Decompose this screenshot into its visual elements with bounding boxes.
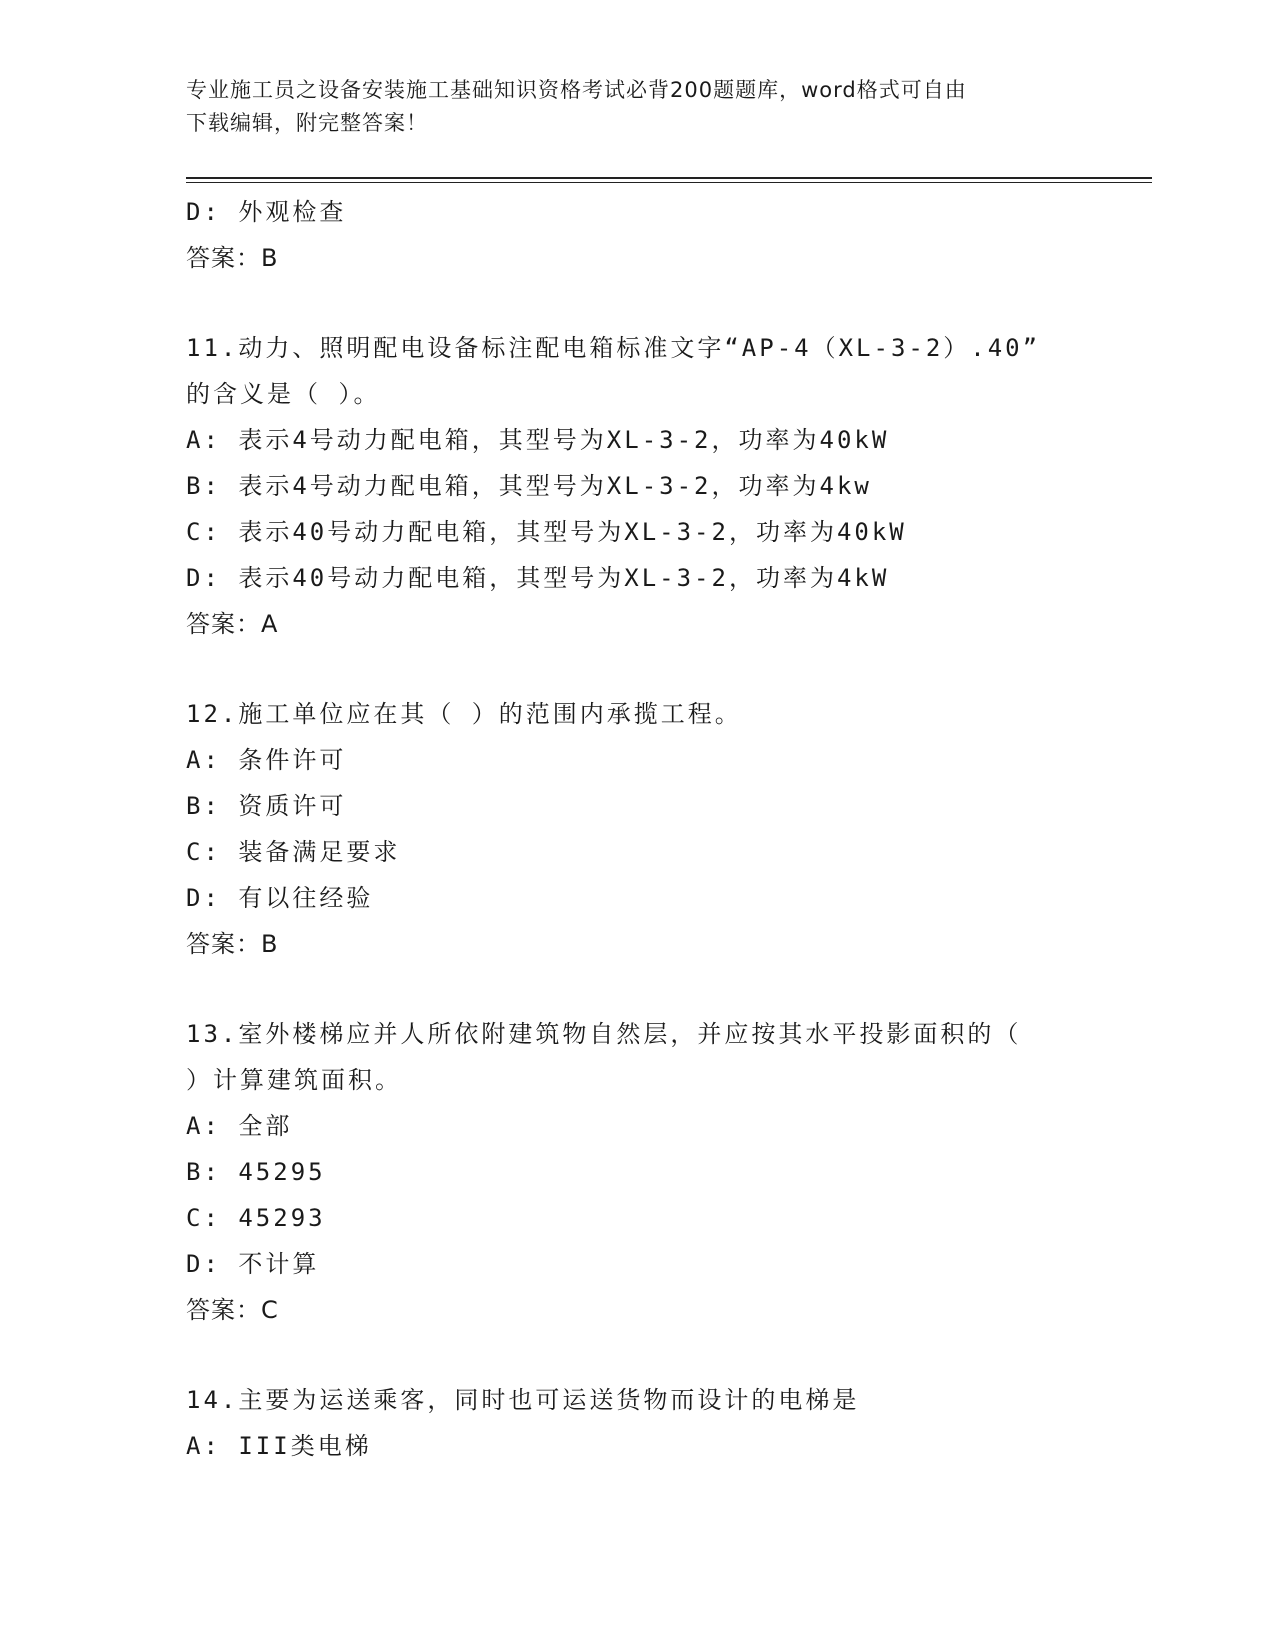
option-a: A: 表示4号动力配电箱，其型号为XL-3-2，功率为40kW	[186, 426, 890, 454]
question-stem-continued: ）计算建筑面积。	[186, 1066, 402, 1094]
question-10-tail	[186, 189, 1086, 281]
question-list	[186, 189, 1086, 1469]
answer: 答案：B	[186, 244, 279, 272]
option-d: D: 外观检查	[186, 198, 347, 226]
question-stem: 14.主要为运送乘客，同时也可运送货物而设计的电梯是	[186, 1386, 860, 1414]
header-divider-thin	[186, 182, 1152, 183]
header-line-2: 下载编辑，附完整答案！	[186, 111, 428, 135]
question-stem: 12.施工单位应在其（ ）的范围内承揽工程。	[186, 700, 742, 728]
question-stem: 11.动力、照明配电设备标注配电箱标准文字“AP-4（XL-3-2）.40”	[186, 334, 1041, 362]
option-a: A: 条件许可	[186, 746, 347, 774]
header-divider-thick	[186, 177, 1152, 179]
question-13	[186, 1011, 1086, 1333]
option-c: C: 表示40号动力配电箱，其型号为XL-3-2，功率为40kW	[186, 518, 907, 546]
option-d: D: 表示40号动力配电箱，其型号为XL-3-2，功率为4kW	[186, 564, 890, 592]
option-d: D: 有以往经验	[186, 884, 374, 912]
header-line-1: 专业施工员之设备安装施工基础知识资格考试必背200题题库，word格式可自由	[186, 78, 967, 102]
option-a: A: III类电梯	[186, 1432, 372, 1460]
option-b: B: 表示4号动力配电箱，其型号为XL-3-2，功率为4kw	[186, 472, 872, 500]
option-c: C: 装备满足要求	[186, 838, 401, 866]
question-14	[186, 1377, 1086, 1469]
option-b: B: 资质许可	[186, 792, 347, 820]
question-12	[186, 691, 1086, 967]
answer: 答案：B	[186, 930, 279, 958]
option-a: A: 全部	[186, 1112, 293, 1140]
option-c: C: 45293	[186, 1204, 326, 1232]
answer: 答案：C	[186, 1296, 279, 1324]
answer: 答案：A	[186, 610, 279, 638]
option-d: D: 不计算	[186, 1250, 320, 1278]
question-stem: 13.室外楼梯应并人所依附建筑物自然层，并应按其水平投影面积的（	[186, 1020, 1022, 1048]
document-header	[186, 74, 1086, 140]
option-b: B: 45295	[186, 1158, 326, 1186]
question-stem-continued: 的含义是（ ）。	[186, 380, 381, 408]
question-11	[186, 325, 1086, 647]
